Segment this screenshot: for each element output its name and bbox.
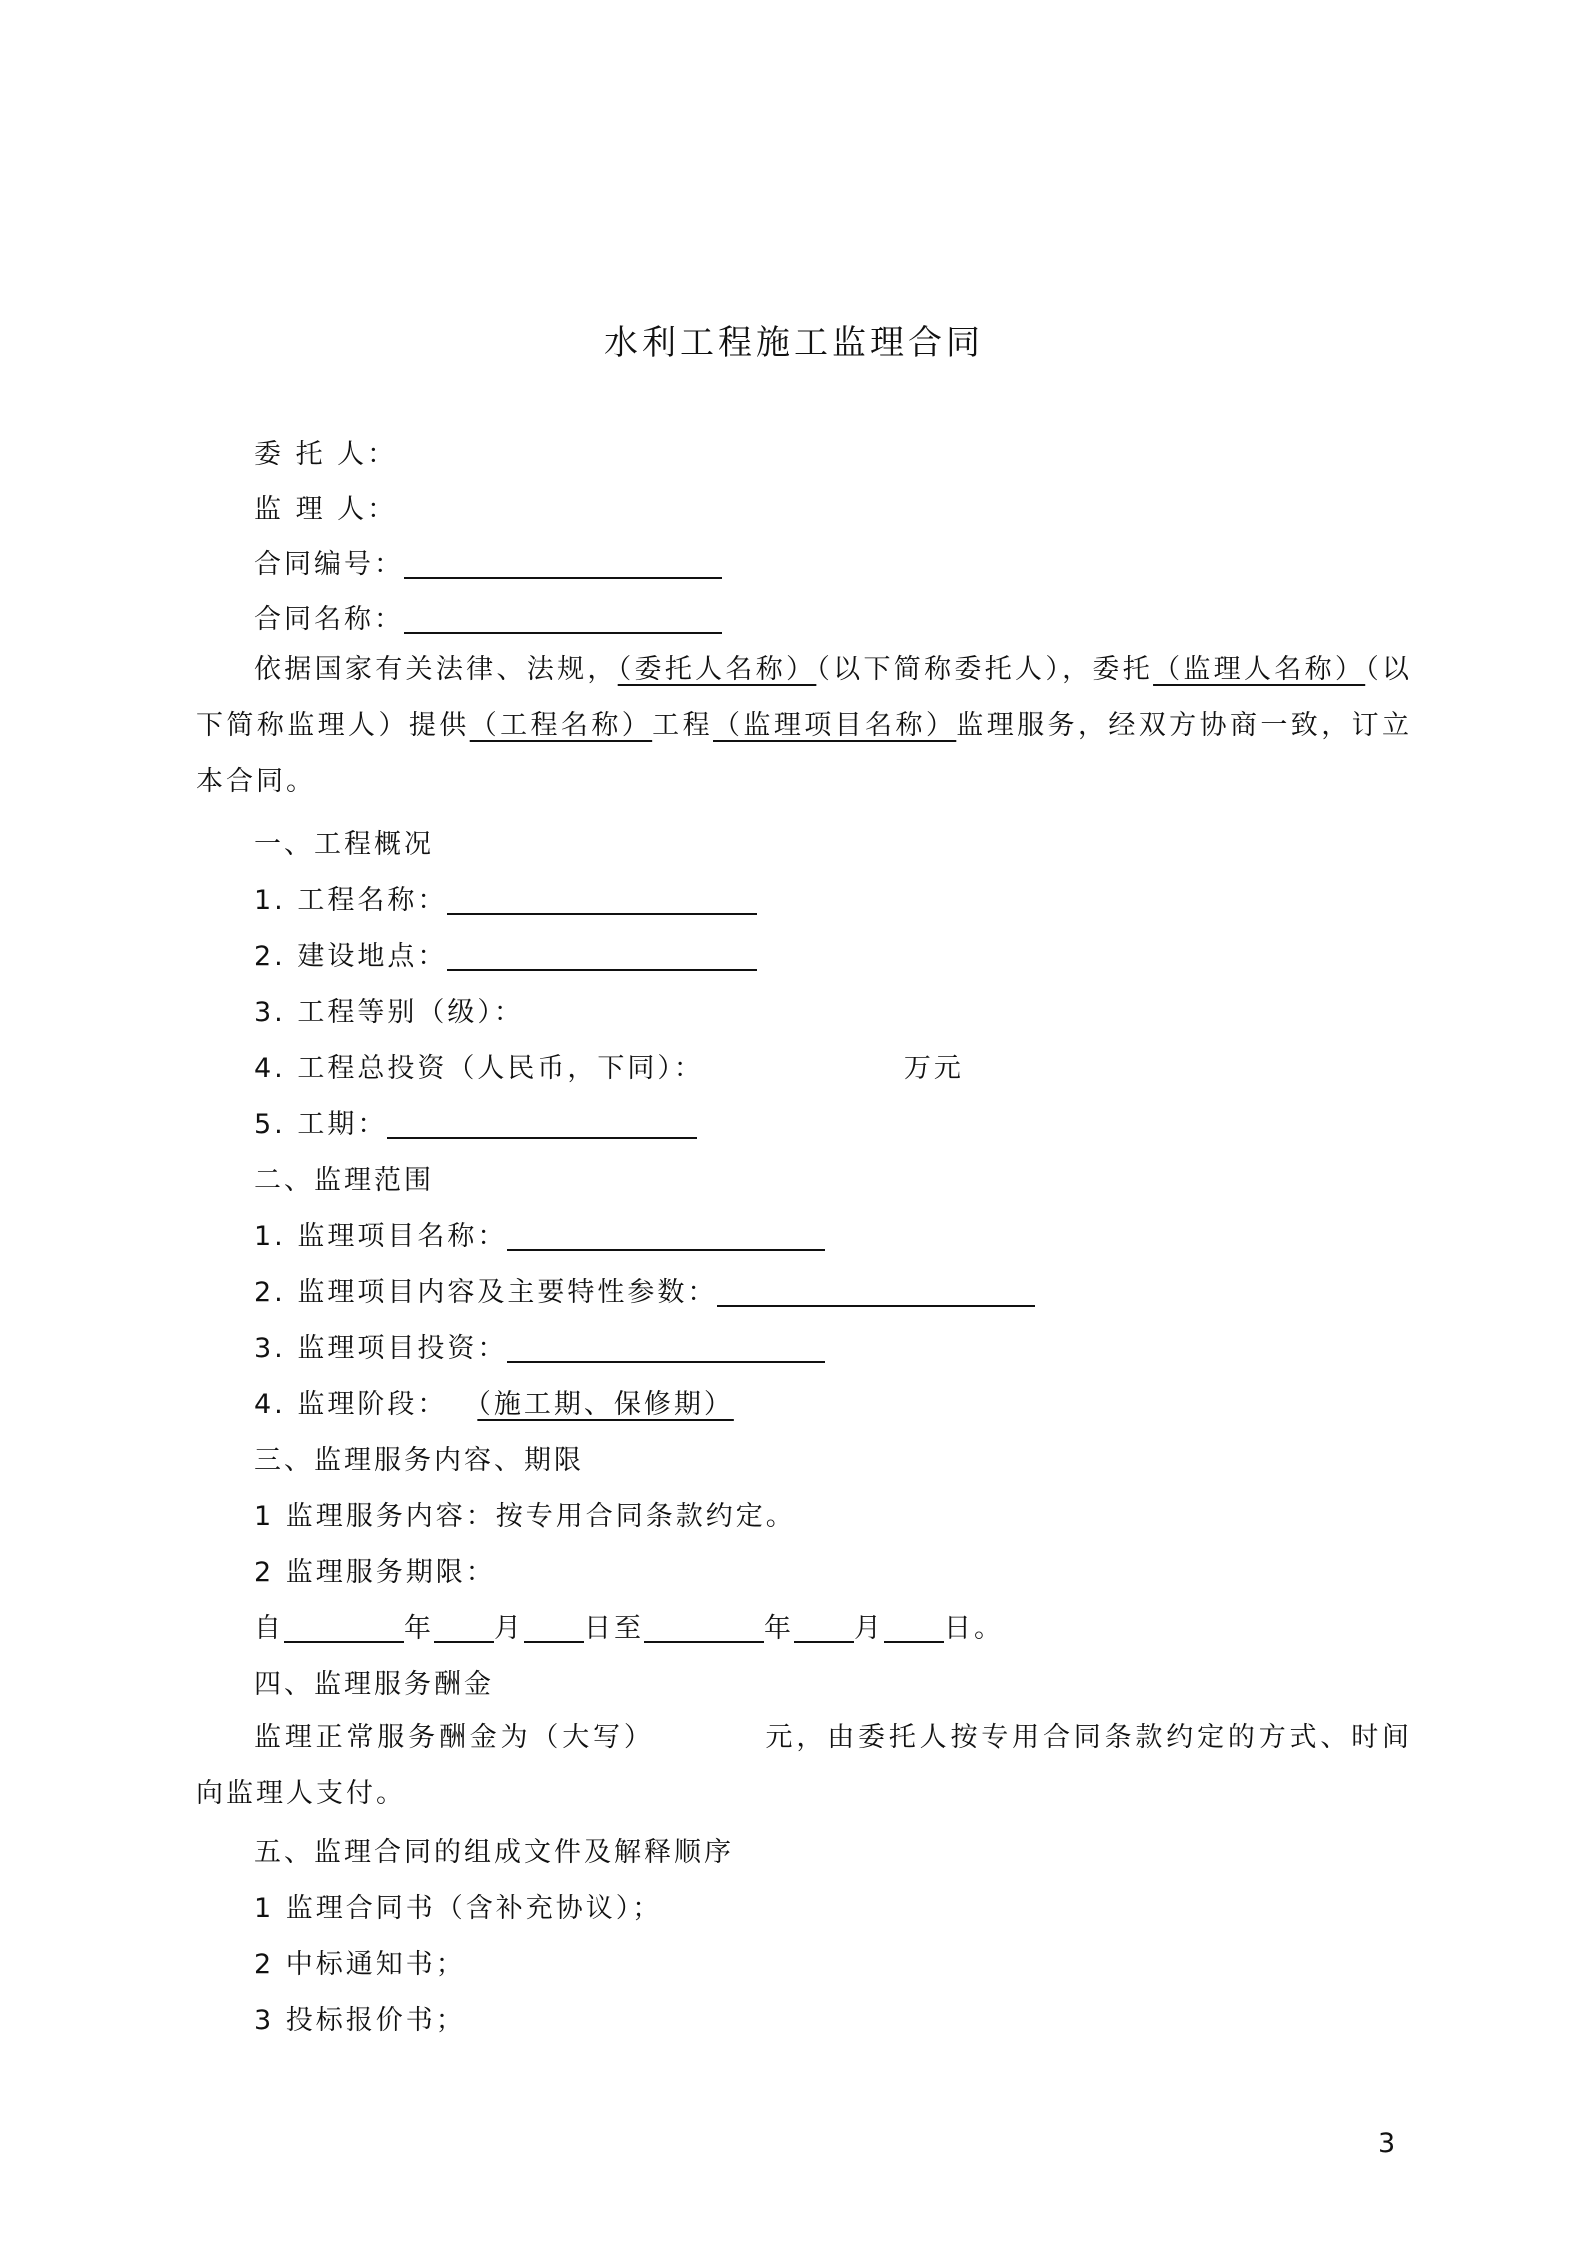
contract-no-label: 合同编号： (254, 549, 404, 580)
duration-blank (387, 1110, 697, 1139)
intro-paragraph (196, 642, 1412, 810)
fee-text-1: 监理正常服务酬金为（大写） (254, 1722, 655, 1753)
intro-text-4: 工程 (652, 710, 713, 741)
section2-item4 (254, 1382, 774, 1421)
grade-label: 3. 工程等别（级）： (254, 997, 524, 1028)
section2-item1 (254, 1214, 825, 1253)
section1-item2 (254, 934, 757, 973)
section4-heading: 四、监理服务酬金 (254, 1669, 494, 1700)
supervision-content-label: 2. 监理项目内容及主要特性参数： (254, 1277, 718, 1308)
intro-text-1: 依据国家有关法律、法规， (254, 654, 618, 685)
supervision-item-field: （监理项目名称） (713, 710, 957, 741)
client-line (254, 432, 397, 471)
start-day-blank (524, 1614, 584, 1643)
start-year-blank (284, 1614, 404, 1643)
section5-item3: 3 投标报价书； (254, 2005, 466, 2036)
supervision-name-label: 1. 监理项目名称： (254, 1221, 508, 1252)
fee-paragraph (196, 1710, 1412, 1822)
start-month-label: 月 (494, 1613, 524, 1644)
section2-item2 (254, 1270, 1035, 1309)
supervision-investment-label: 3. 监理项目投资： (254, 1333, 508, 1364)
section1-item3 (254, 990, 524, 1029)
section5-heading: 五、监理合同的组成文件及解释顺序 (254, 1837, 734, 1868)
end-month-label: 月 (854, 1613, 884, 1644)
investment-unit: 万元 (903, 1053, 964, 1084)
section3-item1: 1 监理服务内容：按专用合同条款约定。 (254, 1501, 796, 1532)
page-number: 3 (1378, 2128, 1396, 2159)
section2-heading: 二、监理范围 (254, 1165, 434, 1196)
start-year-label: 年 (404, 1613, 434, 1644)
contract-name-label: 合同名称： (254, 604, 404, 635)
page-title: 水利工程施工监理合同 (604, 323, 984, 363)
section2-item3 (254, 1326, 825, 1365)
section5-item2: 2 中标通知书； (254, 1949, 466, 1980)
section1-item1 (254, 878, 757, 917)
contract-name-blank (404, 605, 722, 634)
contract-no-blank (404, 550, 722, 579)
section5-item1: 1 监理合同书（含补充协议）； (254, 1893, 663, 1924)
project-name-blank (447, 886, 757, 915)
end-year-label: 年 (764, 1613, 794, 1644)
period-from: 自 (254, 1613, 284, 1644)
supervisor-label: 监 理 人： (254, 494, 398, 525)
end-day-blank (884, 1614, 944, 1643)
project-name-field: （工程名称） (469, 710, 653, 741)
intro-text-3: （以下简称监理人）提供 (196, 654, 1413, 741)
section3-heading: 三、监理服务内容、期限 (254, 1445, 584, 1476)
supervisor-line (254, 487, 397, 526)
client-label: 委 托 人： (254, 439, 398, 470)
intro-text-5: 监理服务，经双方协商一致，订立本合同。 (196, 710, 1413, 797)
supervision-investment-blank (507, 1334, 825, 1363)
fee-text-2: 元，由委托人按专用合同条款约定的方式、时间向监理人支付。 (196, 1722, 1413, 1809)
supervision-stage-value: （施工期、保修期） (477, 1389, 734, 1420)
supervision-content-blank (717, 1278, 1035, 1307)
duration-label: 5. 工期： (254, 1109, 388, 1140)
supervisor-name-field: （监理人名称） (1153, 654, 1366, 685)
section1-item4 (254, 1046, 964, 1085)
end-month-blank (794, 1614, 854, 1643)
client-name-field: （委托人名称） (617, 654, 817, 685)
end-year-blank (644, 1614, 764, 1643)
start-day-label: 日至 (584, 1613, 644, 1644)
contract-name-line (254, 597, 722, 636)
site-blank (447, 942, 757, 971)
section1-item5 (254, 1102, 697, 1141)
investment-label: 4. 工程总投资（人民币，下同）： (254, 1053, 704, 1084)
contract-no-line (254, 542, 722, 581)
section1-heading: 一、工程概况 (254, 829, 434, 860)
intro-text-2: （以下简称委托人），委托 (816, 654, 1154, 685)
start-month-blank (434, 1614, 494, 1643)
end-day-label: 日。 (944, 1613, 1004, 1644)
service-period-line (254, 1606, 1004, 1645)
supervision-stage-label: 4. 监理阶段： (254, 1389, 448, 1420)
site-label: 2. 建设地点： (254, 941, 448, 972)
supervision-name-blank (507, 1222, 825, 1251)
project-name-label: 1. 工程名称： (254, 885, 448, 916)
section3-item2: 2 监理服务期限： (254, 1557, 496, 1588)
